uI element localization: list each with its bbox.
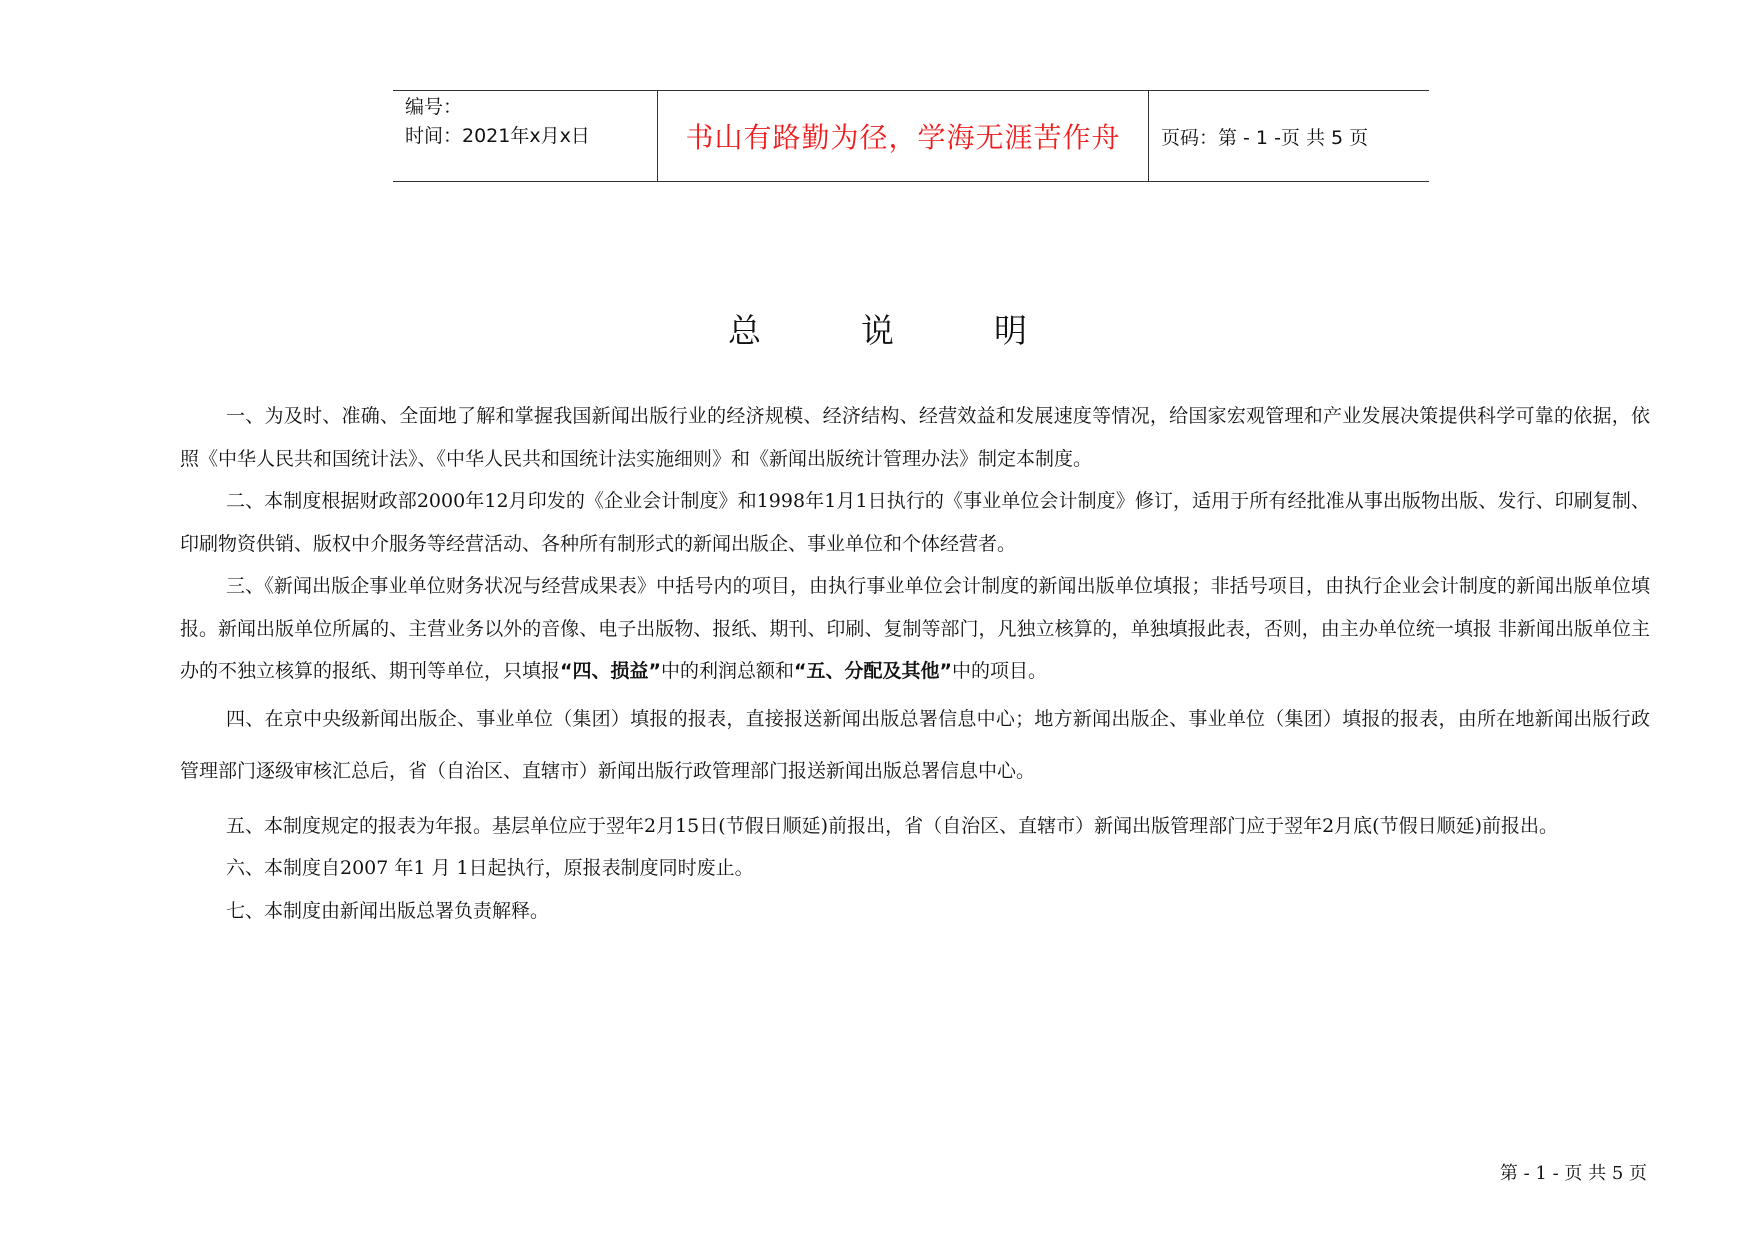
profit-loss-term: “四、损益”: [560, 660, 661, 682]
serial-number-label: 编号：: [405, 96, 463, 118]
paragraph-3-text-c: 中的利润总额和: [661, 660, 795, 682]
header-page-cell: [1149, 91, 1429, 181]
header-page-code: 页码：第 - 1 -页 共 5 页: [1161, 126, 1369, 149]
paragraph-7: 七、本制度由新闻出版总署负责解释。: [226, 899, 550, 922]
document-body: [180, 395, 1650, 932]
paragraph-3-text-d: 中的项目。: [952, 660, 1048, 682]
motto-text: 书山有路勤为径，学海无涯苦作舟: [685, 121, 1121, 154]
header-table: [393, 90, 1429, 182]
header-motto-cell: [658, 91, 1149, 181]
distribution-term: “五、分配及其他”: [794, 660, 952, 682]
paragraph-3: [180, 565, 1650, 693]
page-footer-number: 第 - 1 - 页 共 5 页: [1499, 1163, 1647, 1184]
paragraph-3-text-a: 三、《新闻出版企事业单位财务状况与经营成果表》中括号内的项目，由执行事业单位会计制度的新闻出版单位填报；非括号项目，由执行企业会计制度的新闻出版单位填报。新闻出版单位所属的、主营业务以外的音像、电子出版物、报纸、期刊、印刷、复制等部门，凡独立核算的，单独填报此表，否则，由主办单位统一填报 非新闻出版单位主办的不独立核算的报纸、期刊等单位，只填报: [180, 575, 1650, 682]
document-date: 时间：2021年x月x日: [405, 125, 590, 147]
paragraph-1: 一、为及时、准确、全面地了解和掌握我国新闻出版行业的经济规模、经济结构、经营效益和发展速度等情况，给国家宏观管理和产业发展决策提供科学可靠的依据，依照《中华人民共和国统计法》、《中华人民共和国统计法实施细则》和《新闻出版统计管理办法》制定本制度。: [180, 405, 1650, 470]
paragraph-4: 四、在京中央级新闻出版企、事业单位（集团）填报的报表，直接报送新闻出版总署信息中心；地方新闻出版企、事业单位（集团）填报的报表，由所在地新闻出版行政管理部门逐级审核汇总后，省（自治区、直辖市）新闻出版行政管理部门报送新闻出版总署信息中心。: [180, 707, 1650, 782]
paragraph-5: 五、本制度规定的报表为年报。基层单位应于翌年2月15日(节假日顺延)前报出，省（自治区、直辖市）新闻出版管理部门应于翌年2月底(节假日顺延)前报出。: [226, 814, 1559, 837]
paragraph-6: 六、本制度自2007 年1 月 1日起执行，原报表制度同时废止。: [226, 857, 754, 879]
header-info-cell: [393, 91, 658, 181]
document-title: 总说明: [728, 311, 1127, 350]
paragraph-2: 二、本制度根据财政部2000年12月印发的《企业会计制度》和1998年1月1日执行的《事业单位会计制度》修订，适用于所有经批准从事出版物出版、发行、印刷复制、印刷物资供销、版权中介服务等经营活动、各种所有制形式的新闻出版企、事业单位和个体经营者。: [180, 490, 1650, 555]
